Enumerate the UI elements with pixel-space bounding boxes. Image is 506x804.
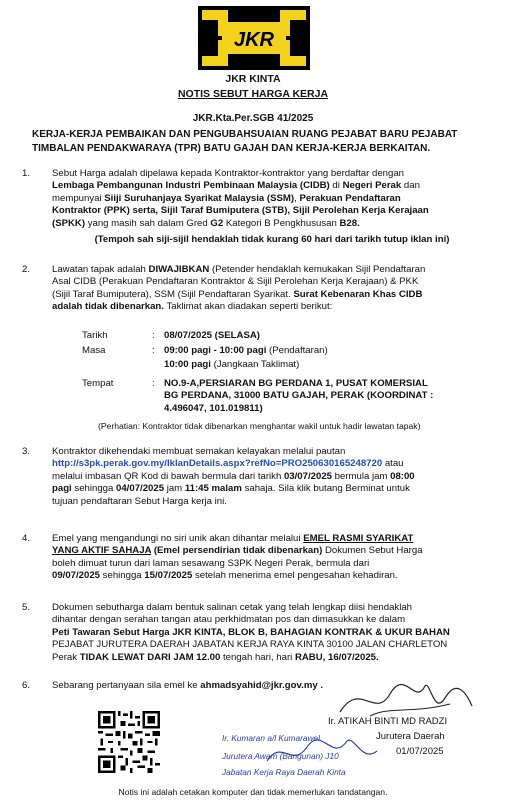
item5-line3: Peti Tawaran Sebut Harga JKR KINTA, BLOK B, BAHAGIAN KONTRAK & UKUR BAHAN xyxy=(52,626,450,638)
item5-line1: Dokumen sebutharga dalam bentuk salinan cetak yang telah lengkap diisi hendaklah xyxy=(52,602,413,613)
item4-line3: boleh dimuat turun dari laman sesawang S3PK Negeri Perak, bermula dari xyxy=(52,557,370,569)
org-name: JKR KINTA xyxy=(225,73,281,85)
item1-line4: Kontraktor (PPK) serta, Sijil Taraf Bumiputera (STB), Sijil Perolehan Kerja Kerajaan xyxy=(52,205,429,217)
item2-line1: Lawatan tapak adalah DIWAJIBKAN (Petender hendaklah kemukakan Sijil Pendaftaran xyxy=(52,264,426,275)
notice-title: NOTIS SEBUT HARGA KERJA xyxy=(177,88,329,100)
item4-line1: Emel yang mengandungi no siri unik akan dihantar melalui EMEL RASMI SYARIKAT xyxy=(52,533,414,544)
item5-line5: Perak TIDAK LEWAT DARI JAM 12.00 tengah hari, hari RABU, 16/07/2025. xyxy=(52,651,379,663)
item3-line4: pagi sehingga 04/07/2025 jam 11:45 malam sahaja. Sila klik butang Berminat untuk xyxy=(52,483,410,495)
stamp-line-1: Ir. Kumaran a/l Kumarawel xyxy=(222,733,320,743)
signatory-title: Jurutera Daerah xyxy=(376,731,445,742)
item3-line2: http://s3pk.perak.gov.my/IklanDetails.aspx?refNo=PRO250630165248720 atau xyxy=(52,458,404,470)
item4-line2: YANG AKTIF SAHAJA (Emel persendirian tidak dibenarkan) Dokumen Sebut Harga xyxy=(52,545,423,557)
site-visit-note: (Perhatian: Kontraktor tidak dibenarkan menghantar wakil untuk hadir lawatan tapak) xyxy=(98,421,421,431)
reference-number: JKR.Kta.Per.SGB 41/2025 xyxy=(192,113,314,124)
item5-line2: dihantar dengan serahan tangan atau perkhidmatan pos dan dimasukkan ke dalam xyxy=(52,614,406,626)
item1-line1: Sebut Harga adalah dipelawa kepada Kontraktor-kontraktor yang berdaftar dengan xyxy=(52,168,405,179)
inquiry-email[interactable]: ahmadsyahid@jkr.gov.my . xyxy=(200,680,324,691)
s3pk-link[interactable]: http://s3pk.perak.gov.my/IklanDetails.aspx?refNo=PRO250630165248720 xyxy=(52,458,383,470)
item5-line4: PEJABAT JURUTERA DAERAH JABATAN KERJA RAYA KINTA 30100 JALAN CHARLETON xyxy=(52,639,448,651)
item1-line5: (SPKK) yang masih sah dalam Gred G2 Kategori B Pengkhususan B28. xyxy=(52,217,360,229)
item6-line1: Sebarang pertanyaan sila emel ke ahmadsyahid@jkr.gov.my . xyxy=(52,680,324,691)
item4-line4: 09/07/2025 sehingga 15/07/2025 setelah menerima emel pengesahan kehadiran. xyxy=(52,570,398,582)
item2-line4: adalah tidak dibenarkan. Taklimat akan diadakan seperti berikut: xyxy=(52,301,333,313)
item-number: 1. xyxy=(22,168,31,179)
item-number: 4. xyxy=(22,533,31,544)
stamp-line-3: Jabatan Kerja Raya Daerah Kinta xyxy=(222,767,346,777)
item1-line2: Lembaga Pembangunan Industri Pembinaan Malaysia (CIDB) di Negeri Perak dan xyxy=(52,180,420,192)
item3-line1: Kontraktor dikehendaki membuat semakan kelayakan melalui pautan xyxy=(52,446,346,457)
item2-line2: Asal CIDB (Perakuan Pendaftaran Kontraktor & Sijil Perolehan Kerja Kerajaan) & PKK xyxy=(52,276,419,288)
project-title: KERJA-KERJA PEMBAIKAN DAN PENGUBAHSUAIAN RUANG PEJABAT BARU PEJABAT TIMBALAN PENDAKWARAYA (TPR) BATU GAJAH DAN KERJA-KERJA BERKAITAN. xyxy=(32,129,458,154)
item3-line5: tujuan pendaftaran Sebut Harga kerja ini. xyxy=(52,495,227,507)
qr-code xyxy=(98,711,160,773)
jkr-logo xyxy=(198,6,310,70)
validity-note: (Tempoh sah siji-sijil hendaklah tidak kurang 60 hari dari tarikh tutup iklan ini) xyxy=(94,234,450,246)
item-number: 2. xyxy=(22,264,31,275)
item3-line3: melalui imbasan QR Kod di bawah bermula dari tarikh 03/07/2025 bermula jam 08:00 xyxy=(52,470,415,482)
item-number: 5. xyxy=(22,602,31,613)
item-number: 6. xyxy=(22,680,31,691)
item-number: 3. xyxy=(22,446,31,457)
signatory-name: Ir. ATIKAH BINTI MD RADZI xyxy=(328,716,448,727)
item1-line3: mempunyai Siiji Suruhanjaya Syarikat Malaysia (SSM), Perakuan Pendaftaran xyxy=(52,192,401,204)
footer-note: Notis ini adalah cetakan komputer dan tidak memerlukan tandatangan. xyxy=(118,787,388,797)
svg-text:JKR: JKR xyxy=(233,29,275,51)
item2-line3: (Sijil Taraf Bumiputera), SSM (Sijil Pendaftaran Syarikat. Surat Kebenaran Khas CIDB xyxy=(52,288,423,300)
stamp-line-2: Jurutera Awam (Bangunan) J10 xyxy=(222,751,339,761)
signature-date: 01/07/2025 xyxy=(396,746,444,757)
